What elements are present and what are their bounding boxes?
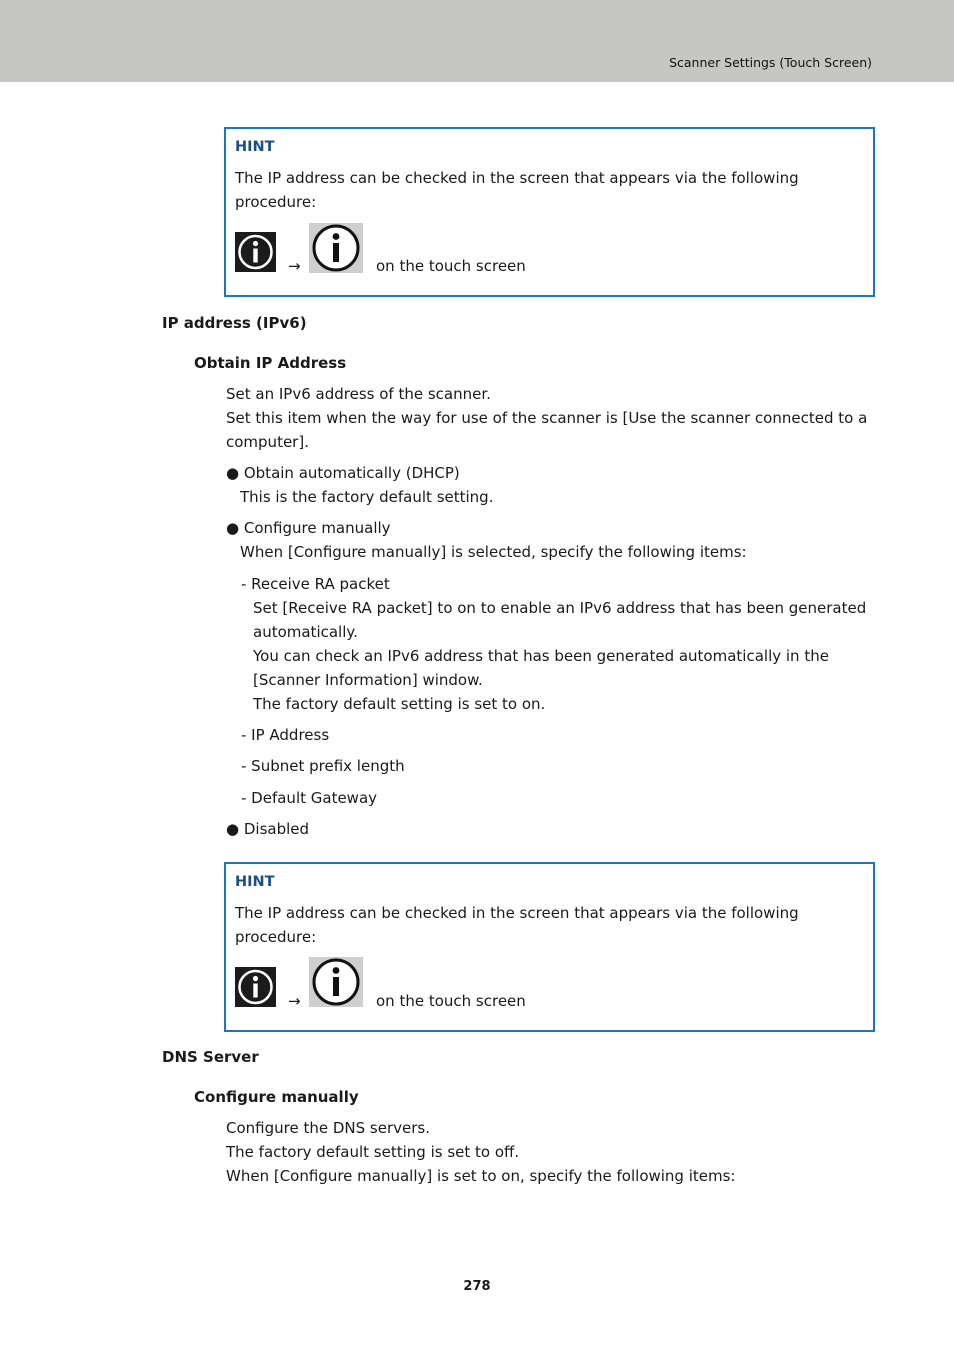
info-icon xyxy=(309,957,363,1007)
sub-list-item: - Receive RA packet xyxy=(241,575,390,593)
info-icon xyxy=(235,967,276,1007)
section-heading: DNS Server xyxy=(162,1048,259,1066)
body-text: This is the factory default setting. xyxy=(240,488,494,506)
header-title: Scanner Settings (Touch Screen) xyxy=(669,55,872,70)
hint-text xyxy=(235,901,855,949)
body-text: Set this item when the way for use of the scanner is [Use the scanner connected to a xyxy=(226,409,868,427)
section-heading: IP address (IPv6) xyxy=(162,314,307,332)
arrow-text: → xyxy=(288,257,301,275)
hint-text-line: procedure: xyxy=(235,928,317,946)
body-text: You can check an IPv6 address that has been generated automatically in the xyxy=(253,647,829,665)
list-item: ● Configure manually xyxy=(226,519,391,537)
hint-text-line: The IP address can be checked in the screen that appears via the following xyxy=(235,169,799,187)
info-icon xyxy=(309,223,363,273)
hint-title: HINT xyxy=(235,139,275,155)
page-header xyxy=(0,0,954,82)
sub-list-item: - Subnet prefix length xyxy=(241,757,405,775)
info-icon xyxy=(235,232,276,272)
hint-title: HINT xyxy=(235,874,275,890)
sub-list-item: - IP Address xyxy=(241,726,330,744)
hint-suffix: on the touch screen xyxy=(376,257,526,275)
hint-box xyxy=(224,127,875,297)
list-item: ● Disabled xyxy=(226,820,310,838)
hint-text xyxy=(235,166,855,214)
body-text: Set [Receive RA packet] to on to enable an IPv6 address that has been generated xyxy=(253,599,867,617)
arrow-text: → xyxy=(288,992,301,1010)
body-text: When [Configure manually] is selected, specify the following items: xyxy=(240,543,747,561)
page-number: 278 xyxy=(463,1279,491,1294)
list-item: ● Obtain automatically (DHCP) xyxy=(226,464,460,482)
body-text: [Scanner Information] window. xyxy=(253,671,483,689)
subsection-heading: Configure manually xyxy=(194,1088,359,1106)
body-text: computer]. xyxy=(226,433,309,451)
body-text: When [Configure manually] is set to on, specify the following items: xyxy=(226,1167,736,1185)
subsection-heading: Obtain IP Address xyxy=(194,354,347,372)
body-text: The factory default setting is set to on. xyxy=(253,695,546,713)
body-text: Set an IPv6 address of the scanner. xyxy=(226,385,491,403)
body-text: The factory default setting is set to off. xyxy=(226,1143,520,1161)
hint-box xyxy=(224,862,875,1032)
body-text: automatically. xyxy=(253,623,358,641)
sub-list-item: - Default Gateway xyxy=(241,789,378,807)
body-text: Configure the DNS servers. xyxy=(226,1119,430,1137)
hint-text-line: procedure: xyxy=(235,193,317,211)
hint-suffix: on the touch screen xyxy=(376,992,526,1010)
hint-text-line: The IP address can be checked in the screen that appears via the following xyxy=(235,904,799,922)
